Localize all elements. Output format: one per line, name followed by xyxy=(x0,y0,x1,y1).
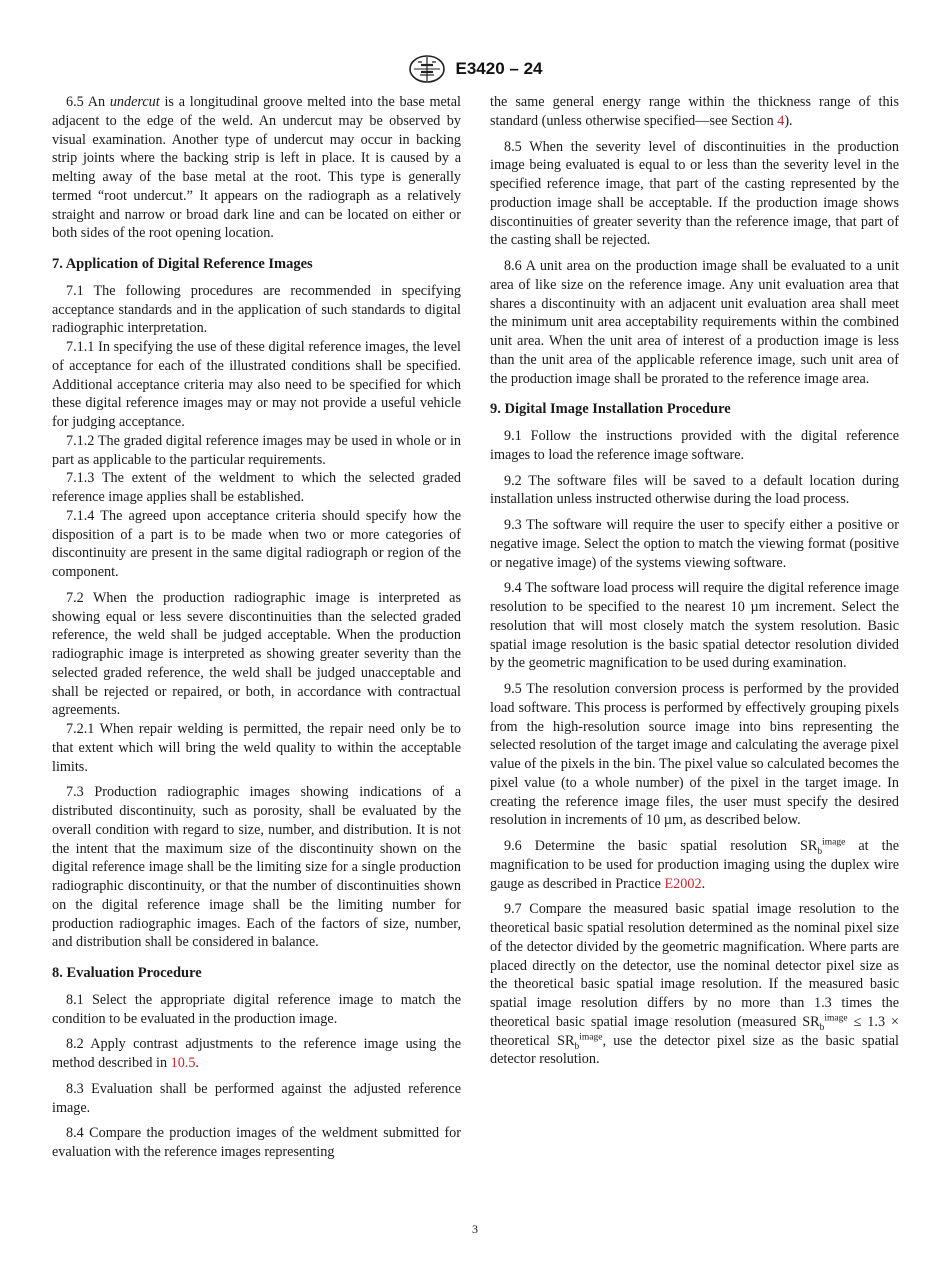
astm-logo-icon xyxy=(408,54,446,84)
paragraph-7-1-4: 7.1.4 The agreed upon acceptance criteria should specify how the disposition of a part is to be made when two or more categories of discontinuity are present in the same digital radiograph or region of the component. xyxy=(52,507,461,580)
practice-link-e2002[interactable]: E2002 xyxy=(664,875,702,892)
section-link-10-5[interactable]: 10.5 xyxy=(170,1055,196,1071)
paragraph-9-6: 9.6 Determine the basic spatial resolution $SR_b^{image}$ at the magnification to be used for production imaging using the duplex wire gauge as described in Practice E2002. xyxy=(490,837,899,892)
paragraph-7-3: 7.3 Production radiographic images showing indications of a distributed discontinuity, such as porosity, shall be evaluated by the overall condition with regard to size, number, and distribution. It is not the intent that the maximum size of the discontinuity shown on the digital reference image shall be the limiting size for a single production radiographic discontinuity, or that the number of discontinuities shown on the digital reference image shall be the limiting number for production radiographic images. Each of the factors of size, number, and distribution shall be considered in balance. xyxy=(52,784,461,951)
paragraph-8-4: 8.4 Compare the production images of the weldment submitted for evaluation with the reference images representing xyxy=(52,1125,461,1160)
right-column xyxy=(490,93,899,1076)
paragraph-7-1: 7.1 The following procedures are recommended in specifying acceptance standards and in the application of such standards to digital radiographic interpretation. xyxy=(52,282,461,337)
paragraph-8-2: 8.2 Apply contrast adjustments to the reference image using the method described in 10.5. xyxy=(52,1036,461,1071)
paragraph-8-1: 8.1 Select the appropriate digital reference image to match the condition to be evaluated in the production image. xyxy=(52,991,461,1027)
paragraph-7-1-1: 7.1.1 In specifying the use of these digital reference images, the level of acceptance for each of the illustrated conditions shall be specified. Additional acceptance criteria may also need to be specified for which these digital reference images may or may not provide a useful vehicle for judging acceptance. xyxy=(52,339,461,430)
paragraph-6-5: 6.5 An undercut is a longitudinal groove melted into the base metal adjacent to the edge of the weld. An undercut may be observed by visual examination. Another type of undercut may occur in backing strip joints where the backing strip is left in place. It is caused by a melting away of the base metal at the root. This type is generally termed “root undercut.” It appears on the radiograph as a relatively straight and narrow or broad dark line and can be located on either or both sides of the root opening location. xyxy=(52,94,461,242)
paragraph-9-5: 9.5 The resolution conversion process is performed by the provided load software. This process is performed by effectively grouping pixels from the high-resolution source image into bins representing the selected resolution of the target image and calculating the average pixel value of the pixels in the bin. The pixel value so calculated becomes the pixel value (to a whole number) of the pixel in the target image. In creating the reference image files, the user must specify the desired resolution in increments of 10 µm, as described below. xyxy=(490,681,899,829)
section-heading-9: 9. Digital Image Installation Procedure xyxy=(490,401,731,418)
page-header xyxy=(0,54,950,84)
paragraph-8-3: 8.3 Evaluation shall be performed against the adjusted reference image. xyxy=(52,1080,461,1116)
paragraph-8-5: 8.5 When the severity level of discontinuities in the production image being evaluated is equal to or less than the severity level in the specified reference image, that part of the casting represented by the production image shall be acceptable. If the production image shows discontinuities of greater severity than the reference image, that part of the casting shall be rejected. xyxy=(490,138,899,249)
paragraph-9-2: 9.2 The software files will be saved to a default location during installation unless instructed otherwise during the load process. xyxy=(490,472,899,508)
paragraph-8-6: 8.6 A unit area on the production image shall be evaluated to a unit area of like size on the reference image. Any unit evaluation area that shares a discontinuity with an adjacent unit evaluation area shall meet the minimum unit area acceptability requirements within the combined unit area. When the unit area of interest of a production image is less than the unit area of the applicable reference image, such unit area of the production image shall be prorated to the reference image area. xyxy=(490,258,899,387)
section-link-4[interactable]: 4 xyxy=(777,112,785,129)
paragraph-9-3: 9.3 The software will require the user to specify either a positive or negative image. Select the option to match the viewing format (positive or negative image) of the systems viewing software. xyxy=(490,517,899,571)
paragraph-7-2-1: 7.2.1 When repair welding is permitted, the repair need only be to that extent which will bring the weld quality to within the acceptable limits. xyxy=(52,721,461,775)
paragraph-9-4: 9.4 The software load process will require the digital reference image resolution to be specified to the nearest 10 µm increment. Select the resolution that will most closely match the system resolution. Basic spatial image resolution is the basic spatial detector resolution divided by the geometric magnification to be used during examination. xyxy=(490,580,899,672)
page-number: 3 xyxy=(472,1222,478,1236)
standard-designation: E3420 – 24 xyxy=(455,59,543,78)
paragraph-9-1: 9.1 Follow the instructions provided with the digital reference images to load the reference image software. xyxy=(490,428,899,463)
paragraph-9-7: 9.7 Compare the measured basic spatial image resolution to the theoretical basic spatial resolution determined as the nominal pixel size of the detector divided by the geometric magnification. Where parts are placed directly on the detector, use the nominal detector pixel size as the theoretical basic spatial image resolution. If the measured basic spatial image resolution differs by no more than 1.3 times the theoretical basic spatial image resolution (measured $SR_b^{image} \le 1.3$ × theoretical $SR_b^{image}$, use the detector pixel size as the basic spatial detector resolution. xyxy=(490,901,899,1068)
paragraph-7-2: 7.2 When the production radiographic image is interpreted as showing equal or less severe discontinuities than the selected graded reference, the weld shall be judged acceptable. When the production radiographic image is interpreted as showing greater severity than the selected graded reference, the weld shall be judged unacceptable and shall be rejected or repaired, or both, in accordance with contractual agreements. xyxy=(52,589,461,719)
section-heading-7: 7. Application of Digital Reference Images xyxy=(52,256,313,272)
left-column xyxy=(52,93,461,1169)
paragraph-7-1-3: 7.1.3 The extent of the weldment to which the selected graded reference image applies shall be established. xyxy=(52,470,461,505)
paragraph-7-1-2: 7.1.2 The graded digital reference images may be used in whole or in part as applicable to the particular requirements. xyxy=(52,432,461,468)
paragraph-8-4-continued: the same general energy range within the thickness range of this standard (unless otherwise specified—see Section 4). xyxy=(490,94,899,129)
emphasis-undercut: undercut xyxy=(109,94,160,110)
section-heading-8: 8. Evaluation Procedure xyxy=(52,965,202,981)
